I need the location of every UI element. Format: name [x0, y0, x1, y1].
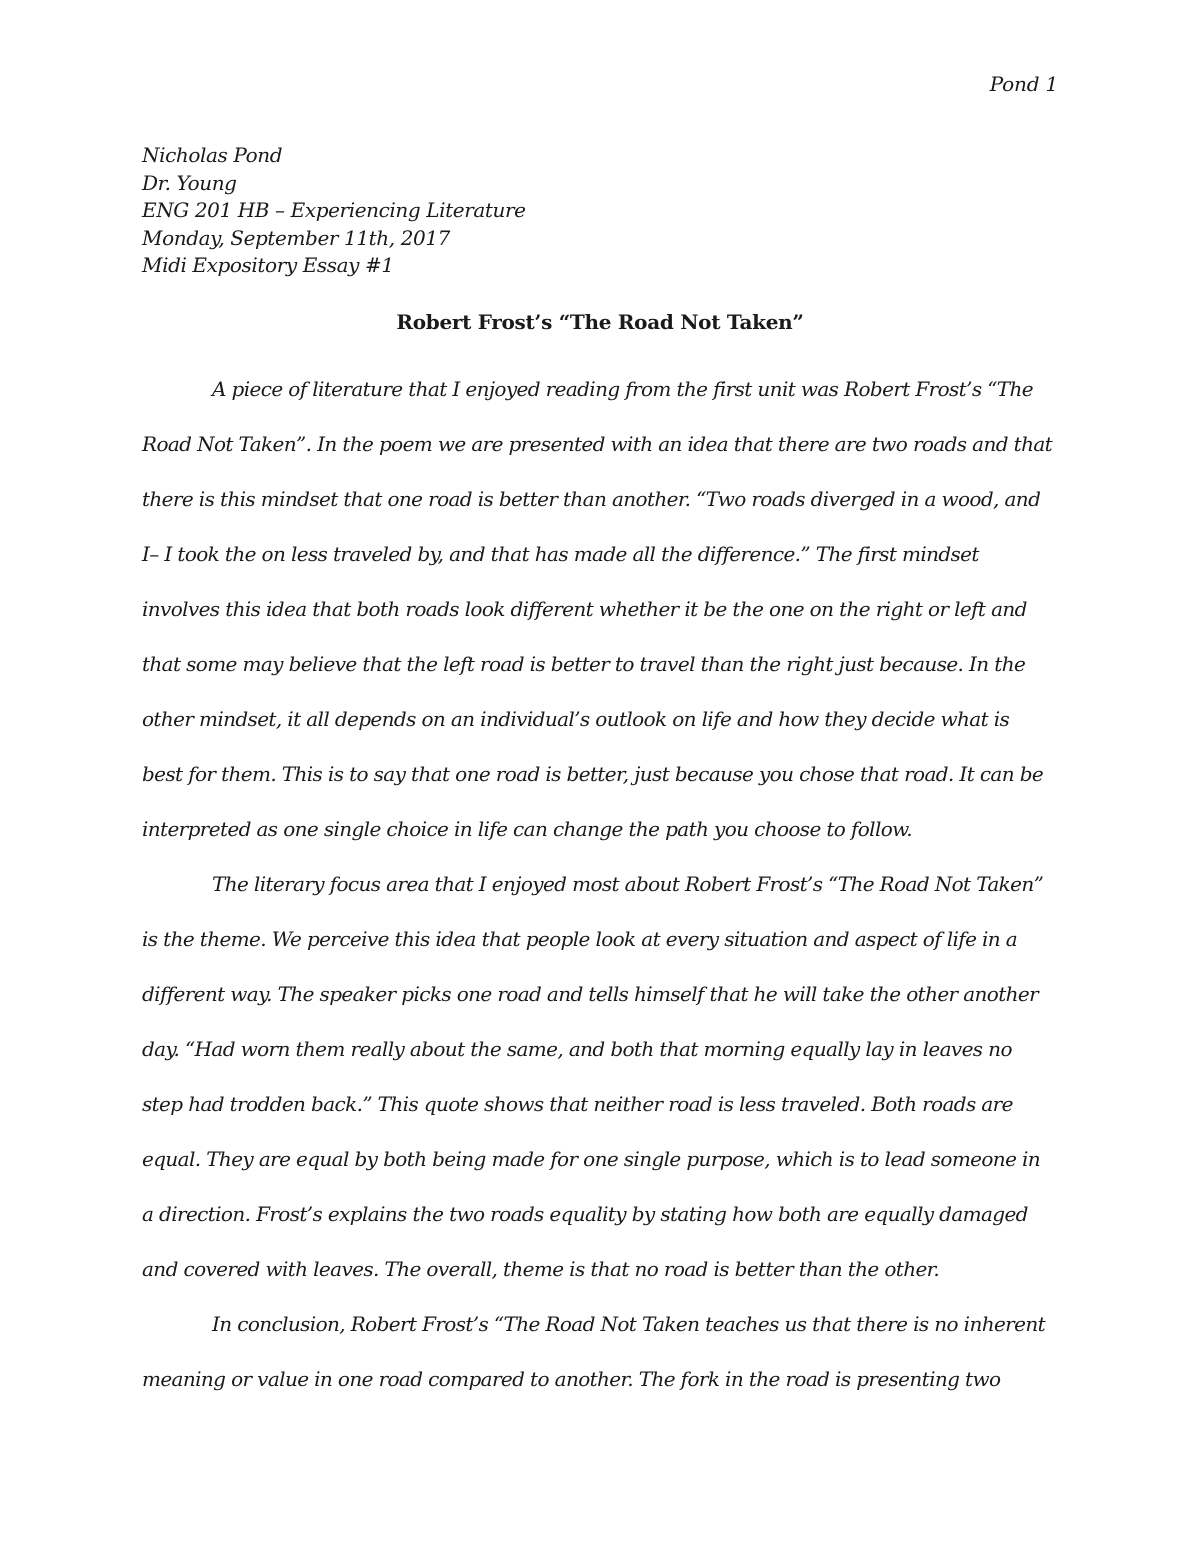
paragraph-line: step had trodden back.” This quote shows that neither road is less traveled. Both roads are — [142, 1092, 1013, 1116]
paragraph-3 — [142, 1297, 1062, 1407]
paragraph-line: In conclusion, Robert Frost’s “The Road Not Taken teaches us that there is no inherent — [212, 1312, 1046, 1336]
paragraph-line: and covered with leaves. The overall, theme is that no road is better than the other. — [142, 1257, 940, 1281]
author-name: Nicholas Pond — [142, 143, 283, 167]
paragraph-2 — [142, 857, 1062, 1297]
paragraph-line: involves this idea that both roads look different whether it be the one on the right or left and — [142, 597, 1027, 621]
paragraph-line: day. “Had worn them really about the same, and both that morning equally lay in leaves no — [142, 1037, 1012, 1061]
paragraph-1 — [142, 362, 1062, 857]
paragraph-line: is the theme. We perceive this idea that people look at every situation and aspect of life in a — [142, 927, 1018, 951]
essay-body — [142, 362, 1062, 1407]
paragraph-line: interpreted as one single choice in life can change the path you choose to follow. — [142, 817, 913, 841]
paragraph-line: other mindset, it all depends on an individual’s outlook on life and how they decide what is — [142, 707, 1010, 731]
paragraph-line: I– I took the on less traveled by, and that has made all the difference.” The first mindset — [142, 542, 979, 566]
paragraph-line: meaning or value in one road compared to another. The fork in the road is presenting two — [142, 1367, 1001, 1391]
paragraph-line: a direction. Frost’s explains the two roads equality by stating how both are equally damaged — [142, 1202, 1028, 1226]
instructor-name: Dr. Young — [142, 170, 237, 195]
mla-heading — [142, 142, 526, 280]
running-head: Pond 1 — [989, 72, 1058, 96]
paragraph-line: that some may believe that the left road is better to travel than the right just because. In the — [142, 652, 1026, 676]
paragraph-line: different way. The speaker picks one road and tells himself that he will take the other another — [142, 982, 1039, 1006]
essay-title: Robert Frost’s “The Road Not Taken” — [396, 310, 804, 334]
course-name: ENG 201 HB – Experiencing Literature — [142, 198, 526, 222]
paragraph-line: there is this mindset that one road is better than another. “Two roads diverged in a wood, and — [142, 487, 1041, 511]
essay-date: Monday, September 11th, 2017 — [142, 225, 450, 250]
paragraph-line: Road Not Taken”. In the poem we are presented with an idea that there are two roads and that — [142, 432, 1053, 456]
paragraph-line: A piece of literature that I enjoyed reading from the first unit was Robert Frost’s “The — [212, 377, 1034, 401]
paragraph-line: best for them. This is to say that one road is better, just because you chose that road. It can be — [142, 762, 1044, 786]
assignment-name: Midi Expository Essay #1 — [142, 253, 394, 277]
paragraph-line: equal. They are equal by both being made for one single purpose, which is to lead someone in — [142, 1147, 1041, 1171]
paragraph-line: The literary focus area that I enjoyed most about Robert Frost’s “The Road Not Taken” — [212, 872, 1044, 896]
